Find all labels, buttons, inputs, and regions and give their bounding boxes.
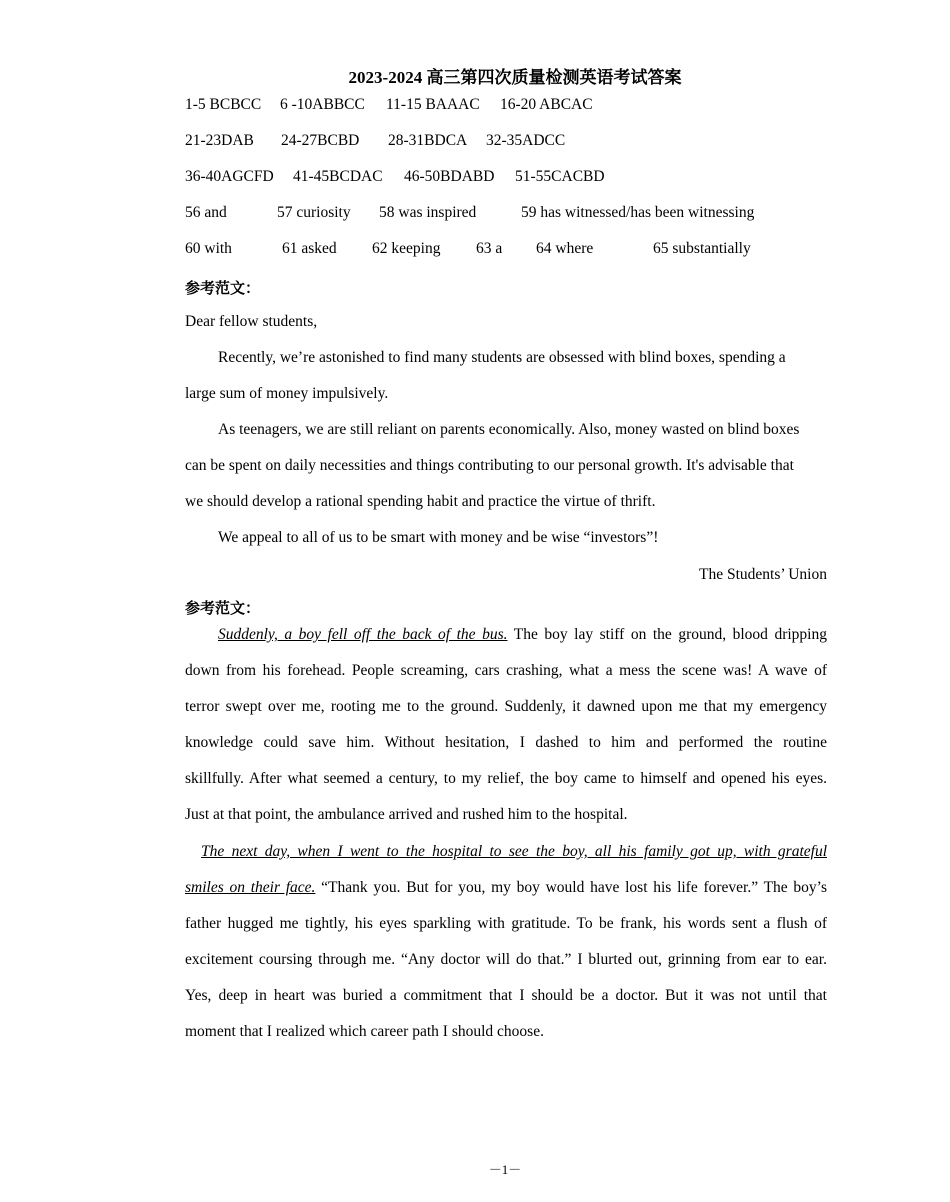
text-line: [185, 870, 827, 906]
text-segment: “Thank you. But for you, my boy would have lost his life forever.” The boy’s: [315, 879, 827, 896]
answer-group: 1-5 BCBCC: [185, 96, 262, 113]
answer-group: 41-45BCDAC: [293, 168, 383, 185]
page-number: －1－: [488, 1162, 522, 1177]
text-line: terror swept over me, rooting me to the ground. Suddenly, it dawned upon me that my emergency: [185, 698, 827, 715]
essay1-paragraph-2: [185, 412, 827, 520]
answer-group: 65 substantially: [653, 240, 751, 257]
answer-group: 63 a: [476, 240, 503, 257]
text-line: Recently, we’re astonished to find many students are obsessed with blind boxes, spending a: [218, 349, 786, 366]
page-title: 2023-2024 高三第四次质量检测英语考试答案: [348, 68, 682, 87]
essay2-heading: 参考范文：: [185, 601, 261, 617]
text-line: [185, 834, 827, 870]
answer-group: 56 and: [185, 204, 227, 221]
text-line: knowledge could save him. Without hesitation, I dashed to him and performed the routine: [185, 734, 827, 751]
answer-group: 11-15 BAAAC: [386, 96, 480, 113]
signature: The Students’ Union: [698, 566, 827, 583]
essay1-paragraph-1: [185, 340, 827, 412]
answer-group: 59 has witnessed/has been witnessing: [521, 204, 755, 221]
answer-group: 16-20 ABCAC: [500, 96, 593, 113]
answer-group: 61 asked: [282, 240, 337, 257]
answer-group: 62 keeping: [372, 240, 441, 257]
answer-group: 6 -10ABBCC: [280, 96, 365, 113]
answer-group: 21-23DAB: [185, 132, 254, 149]
text-line: down from his forehead. People screaming, cars crashing, what a mess the scene was! A wave of: [185, 662, 827, 679]
answer-group: 64 where: [536, 240, 594, 257]
underlined-opening-sentence: smiles on their face.: [185, 879, 316, 896]
answer-group: 24-27BCBD: [281, 132, 360, 149]
underlined-opening-sentence: The next day, when I went to the hospital to see the boy, all his family got up, with grateful: [201, 843, 827, 860]
text-line: large sum of money impulsively.: [185, 385, 389, 402]
salutation: Dear fellow students,: [185, 313, 318, 330]
text-line: Yes, deep in heart was buried a commitment that I should be a doctor. But it was not until that: [185, 987, 827, 1004]
answer-group: 32-35ADCC: [486, 132, 566, 149]
essay2-paragraph-2: [185, 834, 827, 1050]
answer-group: 58 was inspired: [379, 204, 477, 221]
text-line: We appeal to all of us to be smart with money and be wise “investors”!: [218, 529, 659, 546]
text-line: can be spent on daily necessities and things contributing to our personal growth. It's advisable that: [185, 457, 794, 474]
text-line: moment that I realized which career path I should choose.: [185, 1023, 544, 1040]
text-line: skillfully. After what seemed a century, to my relief, the boy came to himself and opened his eyes.: [185, 770, 827, 787]
underlined-opening-sentence: Suddenly, a boy fell off the back of the bus.: [218, 626, 508, 643]
essay2-paragraph-1: [185, 617, 827, 833]
text-segment: The boy lay stiff on the ground, blood dripping: [507, 626, 827, 643]
essay1-heading: 参考范文：: [185, 281, 261, 297]
text-line: we should develop a rational spending habit and practice the virtue of thrift.: [185, 493, 656, 510]
text-line: father hugged me tightly, his eyes sparkling with gratitude. To be frank, his words sent a flush of: [185, 915, 827, 932]
answer-group: 51-55CACBD: [515, 168, 605, 185]
text-line: [185, 617, 827, 653]
answer-group: 46-50BDABD: [404, 168, 495, 185]
essay1-paragraph-3: [185, 520, 827, 556]
answer-group: 57 curiosity: [277, 204, 351, 221]
text-line: excitement coursing through me. “Any doctor will do that.” I blurted out, grinning from ear to ear.: [185, 951, 827, 968]
text-line: As teenagers, we are still reliant on parents economically. Also, money wasted on blind boxes: [218, 421, 800, 438]
answer-group: 28-31BDCA: [388, 132, 468, 149]
answer-group: 60 with: [185, 240, 232, 257]
text-line: Just at that point, the ambulance arrived and rushed him to the hospital.: [185, 806, 628, 823]
answer-group: 36-40AGCFD: [185, 168, 274, 185]
